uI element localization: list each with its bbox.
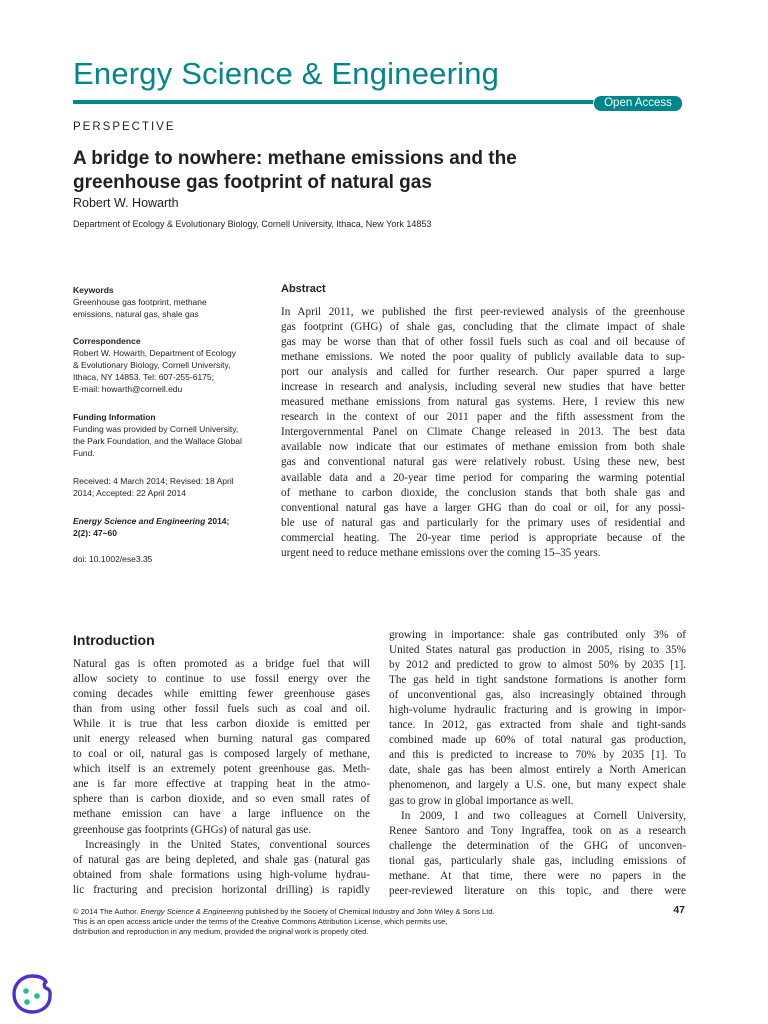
text-line: to coal or oil, natural gas is composed largely of methane, [73,748,370,761]
text-line: United States natural gas production in 2005, rising to 35% [389,644,686,657]
text-line: While it is true that less carbon dioxide is emitted per [73,718,370,731]
article-title [73,147,673,195]
text-line: methane. At that time, there were no papers in the [389,869,686,882]
text-line: port our analysis and called for further research. Our paper spurred a large [281,366,685,379]
article-title-line: greenhouse gas footprint of natural gas [73,172,432,193]
text-line: gas to grow in global importance as well. [389,794,574,807]
text-line: tance. In 2012, gas extracted from shale and tight-sands [389,719,686,732]
citation-volume: 2(2): 47–60 [73,528,117,538]
text-line: than from using other fossil fuels such as coal and oil. [73,703,370,716]
text-line: high-volume hydraulic fracturing and is growing in impor- [389,704,686,717]
text-line: coming decades while emitting fewer greenhouse gases [73,688,370,701]
keywords-line: emissions, natural gas, shale gas [73,309,199,319]
section-label: PERSPECTIVE [73,121,176,133]
text-line: of unconventional gas, also increasingly obtained through [389,689,686,702]
text-line: commercial heating. The 20-year time period is appropriate because of the [281,531,685,544]
author-affiliation: Department of Ecology & Evolutionary Biology, Cornell University, Ithaca, New York 14853 [73,219,432,229]
funding-heading: Funding Information [73,412,156,422]
text-line: tional gas, particularly shale gas, including emissions of [389,854,686,867]
text-line: In 2009, I and two colleagues at Cornell University, [401,809,686,822]
citation-year: 2014; [205,516,230,526]
text-line: date, shale gas has been almost entirely a North American [389,764,686,777]
funding-line: Funding was provided by Cornell University, [73,424,239,434]
text-line: increase in research and analysis, including several new studies that have better [281,381,685,394]
text-line: greenhouse gas footprints (GHGs) of natural gas use. [73,823,311,836]
text-line: by 2012 and predicted to grow to almost 50% by 2035 [1]. [389,659,686,672]
text-line: peer-reviewed literature on this topic, and there were [389,884,686,897]
text-line: gas and conventional natural gas were relatively robust. Using these new, best [281,456,685,469]
license-line: This is an open access article under the terms of the Creative Commons Attribution License, which permits use, [73,917,448,926]
text-line: obtained from shale formations using high-volume hydrau- [73,868,370,881]
correspondence-heading: Correspondence [73,336,141,346]
text-line: measured methane emissions from natural gas systems. Here, I review this new [281,396,685,409]
journal-title: Energy Science & Engineering [73,56,500,91]
text-line: combined made up 60% of total natural gas production, [389,734,686,747]
copyright-journal: Energy Science & Engineering [140,907,244,916]
text-line: conventional natural gas have a larger GHG than do coal or oil, for any possi- [281,501,685,514]
body-column-right [389,628,686,899]
text-line: sphere than is carbon dioxide, and so even small rates of [73,793,370,806]
text-line: unit energy released when burning natural gas compared [73,733,370,746]
text-line: methane emission can have a large influence on the [73,808,370,821]
text-line: challenge the determination of the GHG of unconven- [389,839,686,852]
doi[interactable]: doi: 10.1002/ese3.35 [73,554,153,564]
keywords-heading: Keywords [73,285,114,295]
text-line: of methane to carbon dioxide, the conclusion stands that both shale gas and [281,486,685,499]
text-line: lic fracturing and precision horizontal drilling) is rapidly [73,883,370,896]
text-line: which itself is an extremely potent greenhouse gas. Meth- [73,763,370,776]
page-number: 47 [673,904,685,916]
keywords-line: Greenhouse gas footprint, methane [73,297,207,307]
copyright-footer [73,907,633,937]
text-line: and this is predicted to increase to 70% by 2035 [1]. To [389,749,686,762]
text-line: available now indicate that our estimates of methane emission from both shale [281,441,685,454]
header-rule [73,100,613,104]
introduction-heading: Introduction [73,632,155,648]
text-line: growing in importance: shale gas contributed only 3% of [389,629,686,641]
article-title-line: A bridge to nowhere: methane emissions and the [73,148,517,169]
funding-block [73,411,273,459]
copyright-suffix: published by the Society of Chemical Industry and John Wiley & Sons Ltd. [243,907,495,916]
text-line: gas may be worse than that of other fossil fuels such as coal and oil because of [281,336,685,349]
funding-line: the Park Foundation, and the Wallace Global [73,436,242,446]
abstract-heading: Abstract [281,283,326,295]
text-line: Renee Santoro and Tony Ingraffea, took on as a research [389,824,686,837]
text-line: The gas held in tight sandstone formations is another form [389,674,686,687]
dates-line: Received: 4 March 2014; Revised: 18 April [73,476,234,486]
text-line: ane is far more effective at trapping heat in the atmo- [73,778,370,791]
text-line: Increasingly in the United States, conventional sources [85,838,370,851]
correspondence-line: Robert W. Howarth, Department of Ecology [73,348,236,358]
correspondence-line: & Evolutionary Biology, Cornell University, [73,360,231,370]
text-line: Intergovernmental Panel on Climate Change released in 2013. The best data [281,426,685,439]
open-access-badge: Open Access [593,95,683,112]
text-line: research in the context of our 2011 paper and the fifth assessment from the [281,411,685,424]
cookie-icon[interactable] [10,972,54,1016]
citation-journal: Energy Science and Engineering [73,516,206,526]
dates-line: 2014; Accepted: 22 April 2014 [73,488,186,498]
dates-block [73,475,273,499]
text-line: of natural gas are being depleted, and shale gas (natural gas [73,853,370,866]
text-line: ble use of natural gas and particularly for the primary uses of residential and [281,516,685,529]
text-line: Natural gas is often promoted as a bridge fuel that will [73,658,370,670]
text-line: In April 2011, we published the first peer-reviewed analysis of the greenhouse [281,306,685,318]
license-line: distribution and reproduction in any medium, provided the original work is properly cited. [73,927,369,936]
author-name: Robert W. Howarth [73,196,179,210]
keywords-block [73,284,273,320]
text-line: available data and a 20-year time period for comparing the warming potential [281,471,685,484]
correspondence-block [73,335,273,395]
correspondence-line: Ithaca, NY 14853. Tel: 607-255-6175; [73,372,214,382]
body-column-left [73,657,370,898]
funding-line: Fund. [73,448,95,458]
citation-block [73,515,273,539]
text-line: urgent need to reduce methane emissions over the coming 15–35 years. [281,546,601,559]
text-line: gas footprint (GHG) of shale gas, concluding that the climate impact of shale [281,321,685,334]
copyright-prefix: © 2014 The Author. [73,907,141,916]
text-line: methane emissions. We noted the poor quality of publicly available data to sup- [281,351,685,364]
text-line: phenomenon, and largely a U.S. one, but many expect shale [389,779,686,792]
correspondence-email[interactable]: E-mail: howarth@cornell.edu [73,384,183,394]
text-line: allow society to continue to use fossil energy over the [73,673,370,686]
abstract-body [281,305,685,561]
